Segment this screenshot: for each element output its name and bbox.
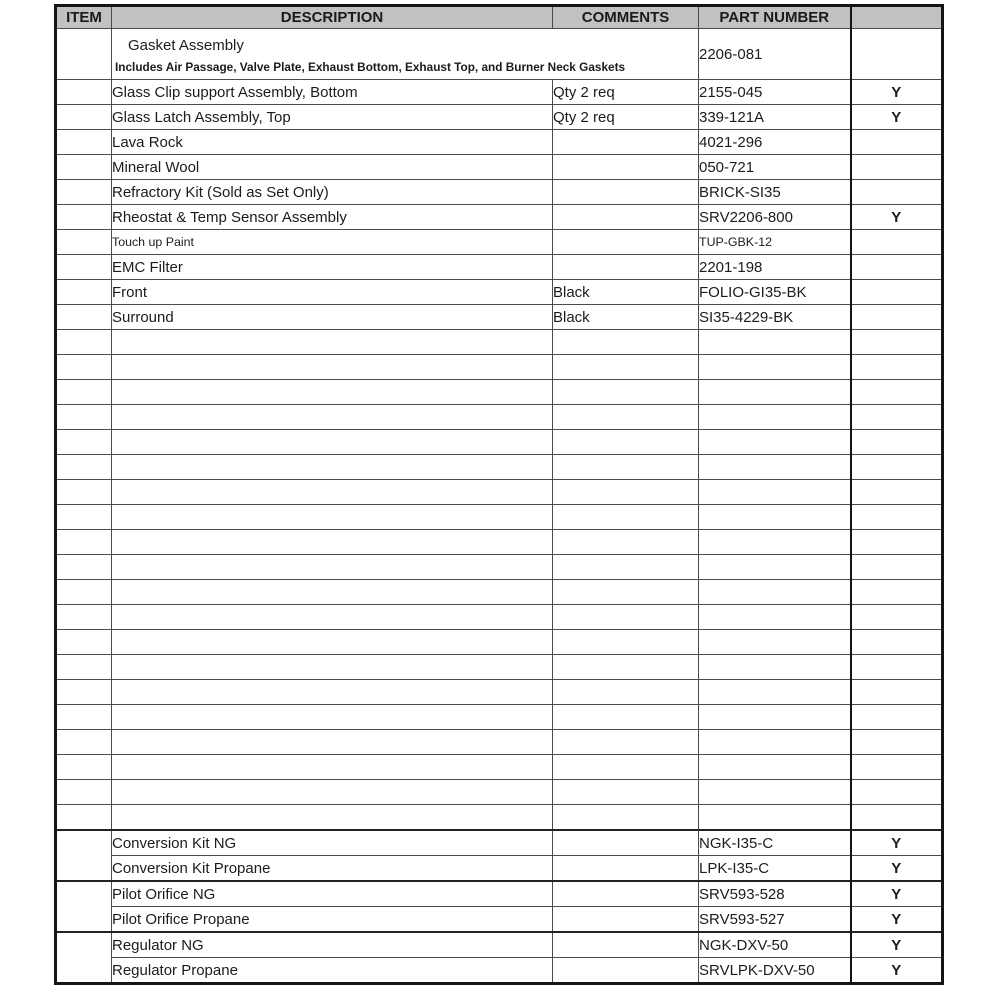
table-body (56, 29, 943, 984)
item-cell (56, 105, 112, 130)
flag-cell (851, 405, 943, 430)
part-number-cell: SRV593-528 (699, 881, 851, 907)
item-cell (56, 80, 112, 105)
item-cell (56, 405, 112, 430)
table-header (56, 6, 943, 29)
comments-cell: Qty 2 req (553, 80, 699, 105)
item-cell (56, 680, 112, 705)
item-cell (56, 205, 112, 230)
part-number-cell (699, 555, 851, 580)
part-number-cell (699, 455, 851, 480)
table-row (56, 255, 943, 280)
description-cell: Touch up Paint (112, 230, 553, 255)
table-row (56, 180, 943, 205)
empty-row (56, 580, 943, 605)
flag-cell (851, 430, 943, 455)
table-row (56, 230, 943, 255)
comments-cell (553, 430, 699, 455)
table-row (56, 130, 943, 155)
item-cell (56, 505, 112, 530)
comments-cell (553, 830, 699, 856)
description-text: Gasket Assembly (128, 37, 244, 54)
part-number-cell (699, 655, 851, 680)
description-cell (112, 755, 553, 780)
part-number-cell: LPK-I35-C (699, 856, 851, 882)
item-cell (56, 255, 112, 280)
comments-cell (553, 655, 699, 680)
comments-cell (553, 205, 699, 230)
item-cell (56, 830, 112, 881)
empty-row (56, 530, 943, 555)
comments-cell (553, 958, 699, 984)
item-cell (56, 805, 112, 831)
comments-cell: Qty 2 req (553, 105, 699, 130)
comments-cell (553, 580, 699, 605)
table-row (56, 932, 943, 958)
flag-cell (851, 280, 943, 305)
part-number-cell: NGK-DXV-50 (699, 932, 851, 958)
flag-cell: Y (851, 105, 943, 130)
description-cell (112, 780, 553, 805)
part-number-cell: 050-721 (699, 155, 851, 180)
flag-cell: Y (851, 205, 943, 230)
description-cell (112, 330, 553, 355)
description-cell: Conversion Kit Propane (112, 856, 553, 882)
comments-cell (553, 180, 699, 205)
empty-row (56, 480, 943, 505)
comments-cell (553, 505, 699, 530)
table-row (56, 305, 943, 330)
flag-cell (851, 130, 943, 155)
empty-row (56, 655, 943, 680)
description-cell (112, 505, 553, 530)
flag-cell (851, 705, 943, 730)
item-cell (56, 455, 112, 480)
flag-cell: Y (851, 907, 943, 933)
flag-cell (851, 630, 943, 655)
column-header-description: DESCRIPTION (112, 6, 553, 29)
item-cell (56, 180, 112, 205)
part-number-cell (699, 805, 851, 831)
description-cell (112, 655, 553, 680)
description-cell: Refractory Kit (Sold as Set Only) (112, 180, 553, 205)
part-number-cell: 339-121A (699, 105, 851, 130)
item-cell (56, 780, 112, 805)
description-cell: Pilot Orifice NG (112, 881, 553, 907)
description-subtext: Includes Air Passage, Valve Plate, Exhaust Bottom, Exhaust Top, and Burner Neck Gaskets (115, 60, 626, 74)
description-cell (112, 405, 553, 430)
comments-cell (553, 230, 699, 255)
empty-row (56, 805, 943, 831)
table-row (56, 155, 943, 180)
flag-cell (851, 230, 943, 255)
empty-row (56, 705, 943, 730)
flag-cell (851, 680, 943, 705)
flag-cell (851, 480, 943, 505)
empty-row (56, 605, 943, 630)
part-number-cell (699, 705, 851, 730)
comments-cell (553, 255, 699, 280)
description-cell: Regulator NG (112, 932, 553, 958)
table-row (56, 280, 943, 305)
table-row (56, 907, 943, 933)
part-number-cell (699, 755, 851, 780)
description-cell (112, 805, 553, 831)
item-cell (56, 155, 112, 180)
flag-cell (851, 580, 943, 605)
description-cell: EMC Filter (112, 255, 553, 280)
document-sheet (54, 4, 944, 985)
item-cell (56, 881, 112, 932)
empty-row (56, 405, 943, 430)
flag-cell (851, 780, 943, 805)
item-cell (56, 230, 112, 255)
description-cell (112, 355, 553, 380)
comments-cell (553, 856, 699, 882)
comments-cell (553, 881, 699, 907)
table-row (56, 856, 943, 882)
part-number-cell: SI35-4229-BK (699, 305, 851, 330)
part-number-cell: NGK-I35-C (699, 830, 851, 856)
flag-cell: Y (851, 932, 943, 958)
flag-cell (851, 805, 943, 831)
column-header-part-number: PART NUMBER (699, 6, 851, 29)
part-number-cell: TUP-GBK-12 (699, 230, 851, 255)
column-header-comments: COMMENTS (553, 6, 699, 29)
description-cell (112, 555, 553, 580)
description-cell: Mineral Wool (112, 155, 553, 180)
description-cell: Front (112, 280, 553, 305)
table-row (56, 830, 943, 856)
description-cell (112, 455, 553, 480)
item-cell (56, 755, 112, 780)
flag-cell (851, 605, 943, 630)
header-row (56, 6, 943, 29)
flag-cell (851, 180, 943, 205)
flag-cell (851, 29, 943, 80)
item-cell (56, 330, 112, 355)
comments-cell (553, 730, 699, 755)
comments-cell (553, 455, 699, 480)
empty-row (56, 680, 943, 705)
flag-cell (851, 505, 943, 530)
item-cell (56, 130, 112, 155)
comments-cell (553, 330, 699, 355)
part-number-cell: 2206-081 (699, 29, 851, 80)
comments-cell (553, 380, 699, 405)
comments-cell (553, 705, 699, 730)
item-cell (56, 605, 112, 630)
empty-row (56, 780, 943, 805)
description-cell: Regulator Propane (112, 958, 553, 984)
empty-row (56, 555, 943, 580)
item-cell (56, 280, 112, 305)
flag-cell (851, 530, 943, 555)
table-row (56, 105, 943, 130)
comments-cell (553, 130, 699, 155)
flag-cell (851, 380, 943, 405)
part-number-cell: SRVLPK-DXV-50 (699, 958, 851, 984)
comments-cell (553, 680, 699, 705)
comments-cell (553, 907, 699, 933)
table-row (56, 80, 943, 105)
item-cell (56, 380, 112, 405)
empty-row (56, 730, 943, 755)
part-number-cell: FOLIO-GI35-BK (699, 280, 851, 305)
comments-cell (553, 805, 699, 831)
item-cell (56, 932, 112, 984)
table-row (56, 205, 943, 230)
part-number-cell (699, 780, 851, 805)
comments-cell (553, 155, 699, 180)
column-header-flag (851, 6, 943, 29)
description-cell: Rheostat & Temp Sensor Assembly (112, 205, 553, 230)
part-number-cell (699, 580, 851, 605)
description-cell (112, 630, 553, 655)
description-cell: Glass Clip support Assembly, Bottom (112, 80, 553, 105)
flag-cell: Y (851, 830, 943, 856)
description-cell (112, 580, 553, 605)
empty-row (56, 455, 943, 480)
part-number-cell: BRICK-SI35 (699, 180, 851, 205)
part-number-cell (699, 530, 851, 555)
part-number-cell (699, 405, 851, 430)
part-number-cell (699, 330, 851, 355)
flag-cell: Y (851, 881, 943, 907)
comments-cell (553, 755, 699, 780)
part-number-cell (699, 355, 851, 380)
description-cell: Surround (112, 305, 553, 330)
description-cell (112, 680, 553, 705)
flag-cell (851, 355, 943, 380)
description-cell (112, 705, 553, 730)
empty-row (56, 630, 943, 655)
comments-cell (553, 605, 699, 630)
part-number-cell: 2155-045 (699, 80, 851, 105)
description-cell (112, 605, 553, 630)
empty-row (56, 755, 943, 780)
item-cell (56, 480, 112, 505)
flag-cell: Y (851, 80, 943, 105)
flag-cell: Y (851, 856, 943, 882)
item-cell (56, 580, 112, 605)
item-cell (56, 305, 112, 330)
item-cell (56, 705, 112, 730)
comments-cell (553, 530, 699, 555)
part-number-cell (699, 505, 851, 530)
description-cell (112, 480, 553, 505)
table-row (56, 958, 943, 984)
comments-cell (553, 630, 699, 655)
comments-cell (553, 555, 699, 580)
part-number-cell: 4021-296 (699, 130, 851, 155)
part-number-cell: SRV2206-800 (699, 205, 851, 230)
item-cell (56, 655, 112, 680)
flag-cell (851, 755, 943, 780)
part-number-cell: 2201-198 (699, 255, 851, 280)
flag-cell: Y (851, 958, 943, 984)
flag-cell (851, 555, 943, 580)
flag-cell (851, 305, 943, 330)
description-cell (112, 29, 699, 80)
table-row (56, 881, 943, 907)
column-header-item: ITEM (56, 6, 112, 29)
item-cell (56, 530, 112, 555)
part-number-cell (699, 630, 851, 655)
empty-row (56, 430, 943, 455)
description-cell (112, 530, 553, 555)
description-cell (112, 380, 553, 405)
item-cell (56, 430, 112, 455)
flag-cell (851, 455, 943, 480)
item-cell (56, 555, 112, 580)
flag-cell (851, 155, 943, 180)
item-cell (56, 630, 112, 655)
description-cell: Lava Rock (112, 130, 553, 155)
part-number-cell (699, 730, 851, 755)
description-cell: Glass Latch Assembly, Top (112, 105, 553, 130)
description-cell (112, 730, 553, 755)
comments-cell: Black (553, 280, 699, 305)
part-number-cell (699, 605, 851, 630)
part-number-cell: SRV593-527 (699, 907, 851, 933)
empty-row (56, 355, 943, 380)
item-cell (56, 730, 112, 755)
empty-row (56, 330, 943, 355)
flag-cell (851, 655, 943, 680)
comments-cell (553, 355, 699, 380)
comments-cell: Black (553, 305, 699, 330)
comments-cell (553, 780, 699, 805)
description-cell (112, 430, 553, 455)
table-row (56, 29, 943, 80)
item-cell (56, 29, 112, 80)
flag-cell (851, 255, 943, 280)
part-number-cell (699, 680, 851, 705)
comments-cell (553, 405, 699, 430)
item-cell (56, 355, 112, 380)
part-number-cell (699, 480, 851, 505)
parts-table (54, 4, 944, 985)
comments-cell (553, 932, 699, 958)
part-number-cell (699, 380, 851, 405)
comments-cell (553, 480, 699, 505)
part-number-cell (699, 430, 851, 455)
flag-cell (851, 730, 943, 755)
empty-row (56, 505, 943, 530)
flag-cell (851, 330, 943, 355)
description-cell: Conversion Kit NG (112, 830, 553, 856)
empty-row (56, 380, 943, 405)
description-cell: Pilot Orifice Propane (112, 907, 553, 933)
